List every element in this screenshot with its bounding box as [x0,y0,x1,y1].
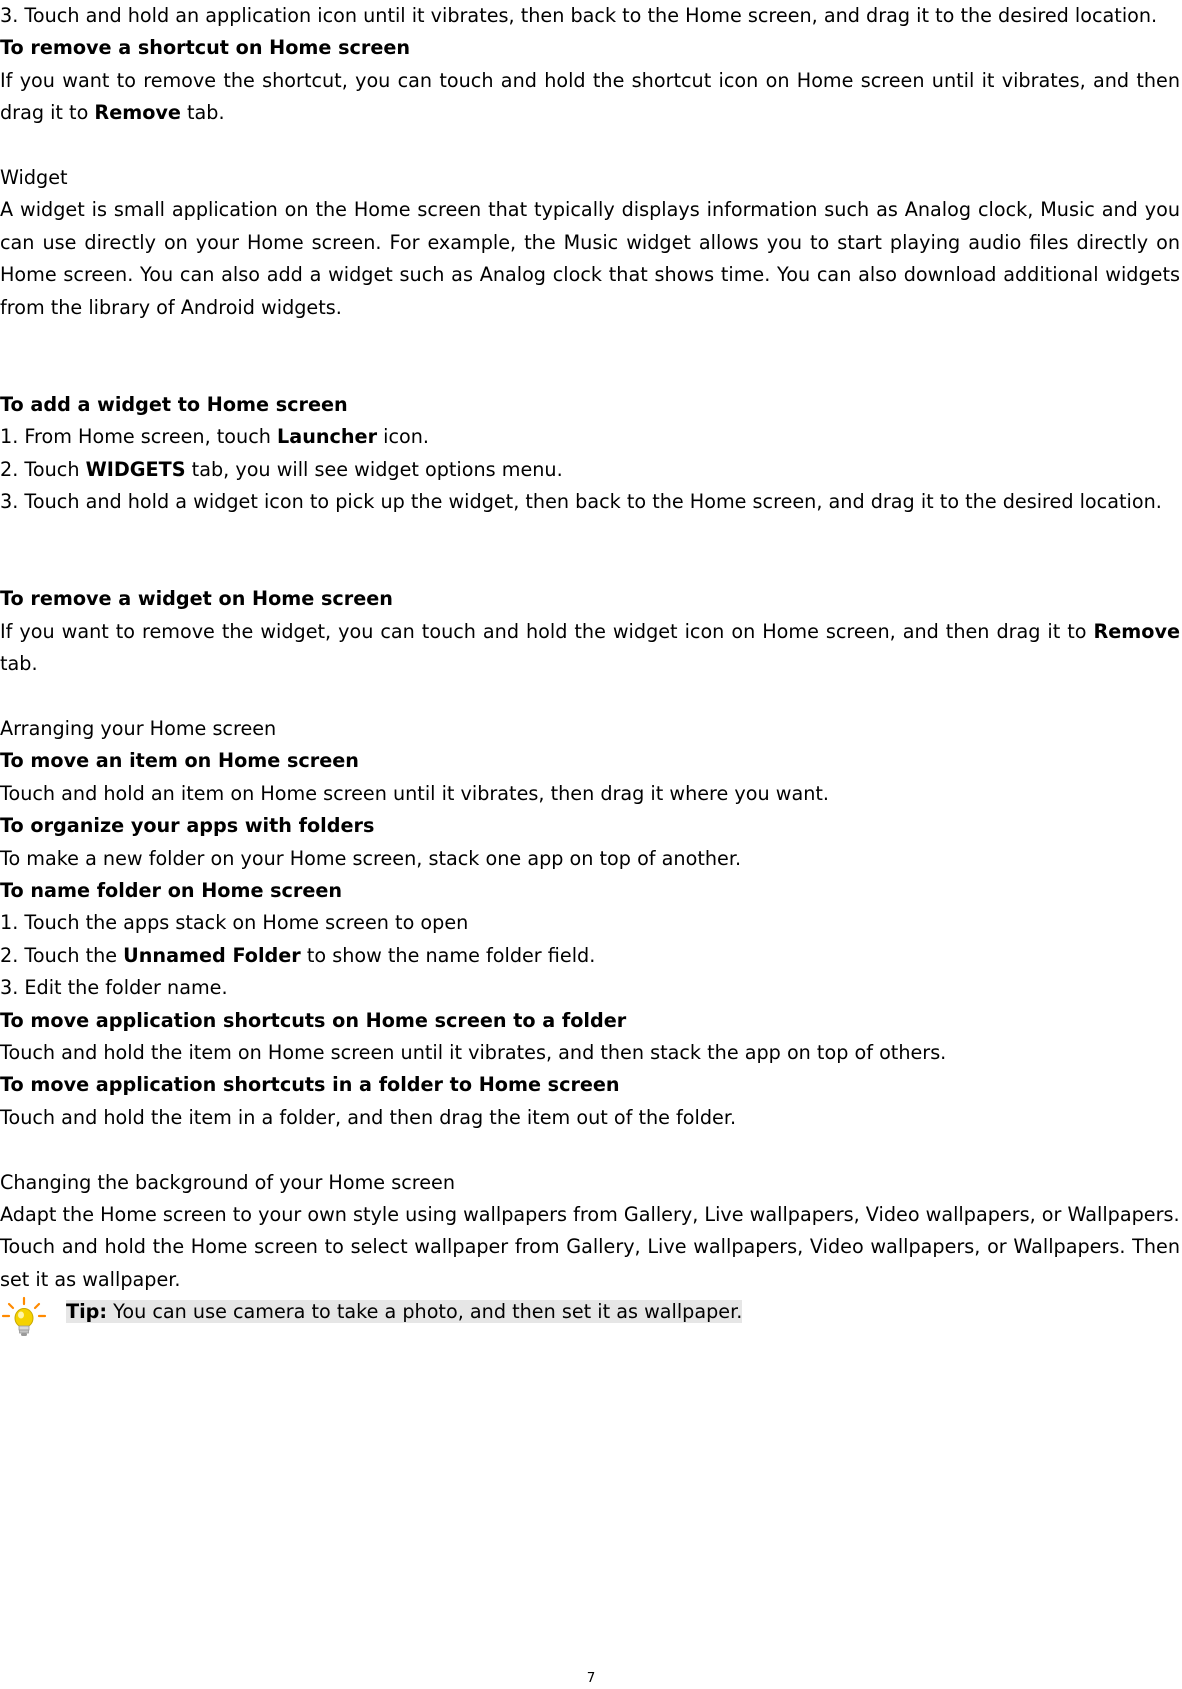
add-widget-step-1-a: 1. From Home screen, touch [0,425,278,449]
organize-folders-text: To make a new folder on your Home screen, stack one app on top of another. [0,846,742,870]
move-item-text: Touch and hold an item on Home screen until it vibrates, then drag it where you want. [0,781,830,805]
name-folder-step-3: 3. Edit the folder name. [0,976,228,1000]
add-widget-step-2-b: tab, you will see widget options menu. [185,457,563,481]
widget-title: Widget [0,166,68,190]
spacer [0,518,1180,583]
widget-paragraph: A widget is small application on the Home screen that typically displays information such as Analog clock, Music and you can use directly on your Home screen. For example, the Music widget allows you to start playing audio files directly on Home screen. You can also add a widget such as Analog clock that shows time. You can also download additional widgets from the library of Android widgets. [0,198,1180,319]
organize-folders-heading: To organize your apps with folders [0,814,375,838]
remove-widget-heading: To remove a widget on Home screen [0,587,393,611]
widgets-tab-term: WIDGETS [85,457,186,481]
name-folder-step-2-b: to show the name folder field. [300,943,596,967]
add-widget-step-1-b: icon. [377,425,430,449]
step-drag-app-icon: 3. Touch and hold an application icon until it vibrates, then back to the Home screen, and drag it to the desired location. [0,4,1158,27]
name-folder-step-1: 1. Touch the apps stack on Home screen to open [0,911,469,935]
tip-text [66,1300,742,1323]
spacer [0,130,1180,162]
add-widget-step-2-a: 2. Touch [0,457,86,481]
remove-shortcut-text [0,65,1180,130]
remove-widget-remove-term: Remove [1093,619,1180,643]
lightbulb-icon [0,1296,48,1344]
add-widget-step-2 [0,454,1180,486]
shortcuts-from-folder-text: Touch and hold the item in a folder, and then drag the item out of the folder. [0,1105,737,1129]
tip-row [0,1296,1180,1344]
add-widget-heading: To add a widget to Home screen [0,392,348,416]
tip-body: You can use camera to take a photo, and then set it as wallpaper. [107,1300,743,1324]
add-widget-step-1 [0,421,1180,453]
tip-label: Tip: [66,1300,108,1324]
shortcuts-from-folder-heading: To move application shortcuts in a folder to Home screen [0,1073,620,1097]
shortcuts-to-folder-heading: To move application shortcuts on Home screen to a folder [0,1008,627,1032]
remove-widget-text [0,616,1180,681]
launcher-term: Launcher [277,425,378,449]
move-item-heading: To move an item on Home screen [0,749,359,773]
background-paragraph-1: Adapt the Home screen to your own style using wallpapers from Gallery, Live wallpapers, Video wallpapers, or Wallpapers. [0,1202,1180,1226]
arranging-title: Arranging your Home screen [0,716,277,740]
shortcuts-to-folder-text: Touch and hold the item on Home screen until it vibrates, and then stack the app on top of others. [0,1040,947,1064]
background-title: Changing the background of your Home screen [0,1170,455,1194]
name-folder-step-2-a: 2. Touch the [0,943,124,967]
remove-shortcut-remove-term: Remove [94,101,181,125]
spacer [0,1134,1180,1166]
name-folder-heading: To name folder on Home screen [0,878,343,902]
unnamed-folder-term: Unnamed Folder [123,943,301,967]
add-widget-step-3: 3. Touch and hold a widget icon to pick up the widget, then back to the Home screen, and drag it to the desired location. [0,490,1162,514]
spacer [0,680,1180,712]
background-paragraph-2: Touch and hold the Home screen to select wallpaper from Gallery, Live wallpapers, Video wallpapers, or Wallpapers. Then set it as wallpaper. [0,1235,1180,1291]
remove-shortcut-heading: To remove a shortcut on Home screen [0,36,411,60]
remove-widget-text-b: tab. [0,652,38,676]
page-number: 7 [586,1670,596,1686]
remove-shortcut-text-b: tab. [180,101,225,125]
name-folder-step-2 [0,940,1180,972]
spacer [0,324,1180,389]
remove-widget-text-a: If you want to remove the widget, you can touch and hold the widget icon on Home screen, and then drag it to [0,619,1094,643]
remove-shortcut-text-a: If you want to remove the shortcut, you can touch and hold the shortcut icon on Home screen until it vibrates, and then drag it to [0,68,1180,125]
